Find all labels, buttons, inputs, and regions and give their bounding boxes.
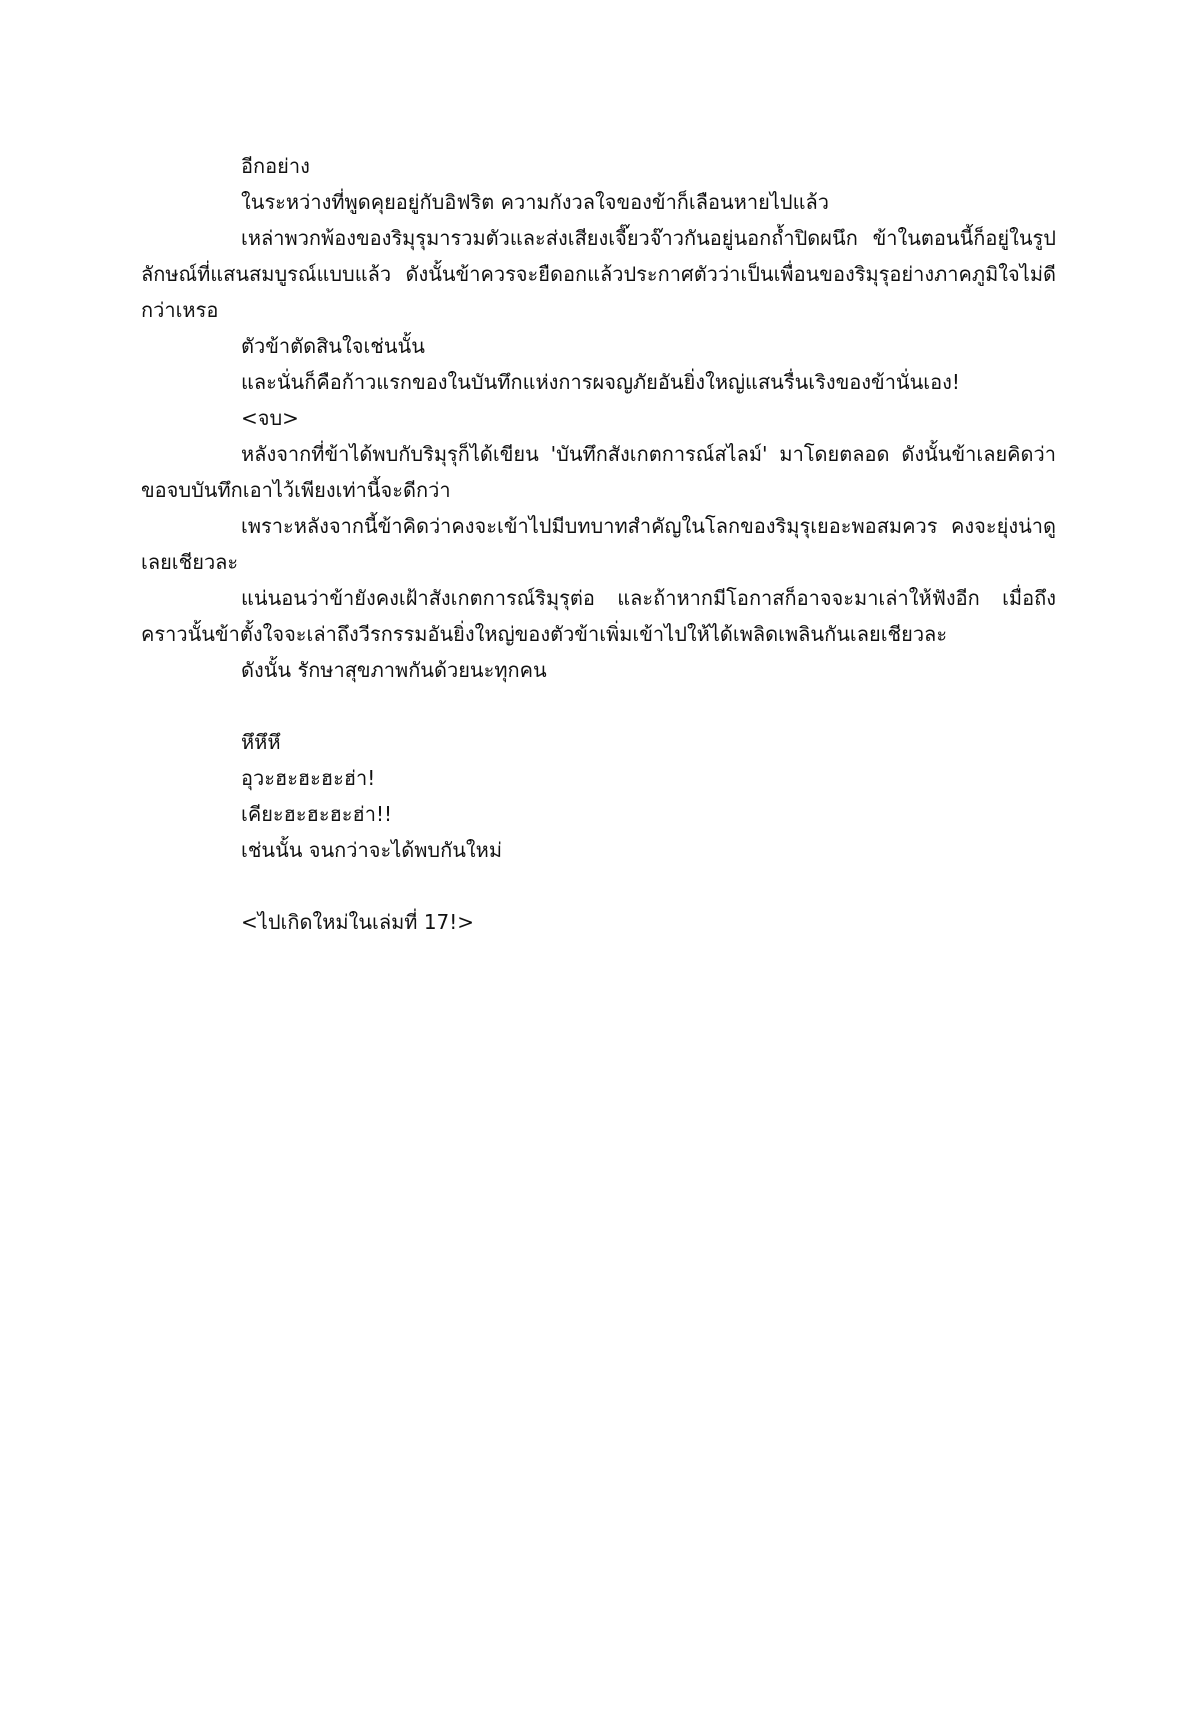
paragraph-laugh-3: เคียะฮะฮะฮะฮ่า!! (241, 802, 392, 826)
paragraph-talking-with-ifrit: ในระหว่างที่พูดคุยอยู่กับอิฟริต ความกังวลใจของข้าก็เลือนหายไปแล้ว (241, 190, 829, 214)
paragraph-take-care: ดังนั้น รักษาสุขภาพกันด้วยนะทุกคน (241, 658, 547, 682)
blank-line (141, 868, 1056, 904)
paragraph-laugh-1: หึหึหึ (241, 730, 281, 754)
document-body (141, 148, 1056, 940)
paragraph-first-step: และนั่นก็คือก้าวแรกของในบันทึกแห่งการผจญภัยอันยิ่งใหญ่แสนรื่นเริงของข้านั่นเอง! (241, 370, 960, 394)
paragraph-companions-outside-cave: เหล่าพวกพ้องของริมุรุมารวมตัวและส่งเสียงเจี๊ยวจ๊าวกันอยู่นอกถ้ำปิดผนึก ข้าในตอนนี้ก็อยู่ในรูปลักษณ์ที่แสนสมบูรณ์แบบแล้ว ดังนั้นข้าควรจะยืดอกแล้วประกาศตัวว่าเป็นเพื่อนของริมุรุอย่างภาคภูมิใจไม่ดีกว่าเหรอ (141, 226, 1056, 322)
paragraph-end-marker: <จบ> (241, 406, 299, 430)
paragraph-another-thing: อีกอย่าง (241, 154, 310, 178)
blank-line (141, 688, 1056, 724)
paragraph-decision: ตัวข้าตัดสินใจเช่นนั้น (241, 334, 425, 358)
paragraph-until-next-time: เช่นนั้น จนกว่าจะได้พบกันใหม่ (241, 838, 503, 862)
paragraph-important-role: เพราะหลังจากนี้ข้าคิดว่าคงจะเข้าไปมีบทบาทสำคัญในโลกของริมุรุเยอะพอสมควร คงจะยุ่งน่าดูเลยเชียวละ (141, 514, 1056, 574)
paragraph-slime-observation-diary: หลังจากที่ข้าได้พบกับริมุรุก็ได้เขียน 'บันทึกสังเกตการณ์สไลม์' มาโดยตลอด ดังนั้นข้าเลยคิดว่าขอจบบันทึกเอาไว้เพียงเท่านี้จะดีกว่า (141, 442, 1056, 502)
paragraph-laugh-2: อุวะฮะฮะฮะฮ่า! (241, 766, 376, 790)
paragraph-next-volume: <ไปเกิดใหม่ในเล่มที่ 17!> (241, 910, 475, 934)
paragraph-continue-observing: แน่นอนว่าข้ายังคงเฝ้าสังเกตการณ์ริมุรุต่อ และถ้าหากมีโอกาสก็อาจจะมาเล่าให้ฟังอีก เมื่อถึงคราวนั้นข้าตั้งใจจะเล่าถึงวีรกรรมอันยิ่งใหญ่ของตัวข้าเพิ่มเข้าไปให้ได้เพลิดเพลินกันเลยเชียวละ (141, 586, 1056, 646)
